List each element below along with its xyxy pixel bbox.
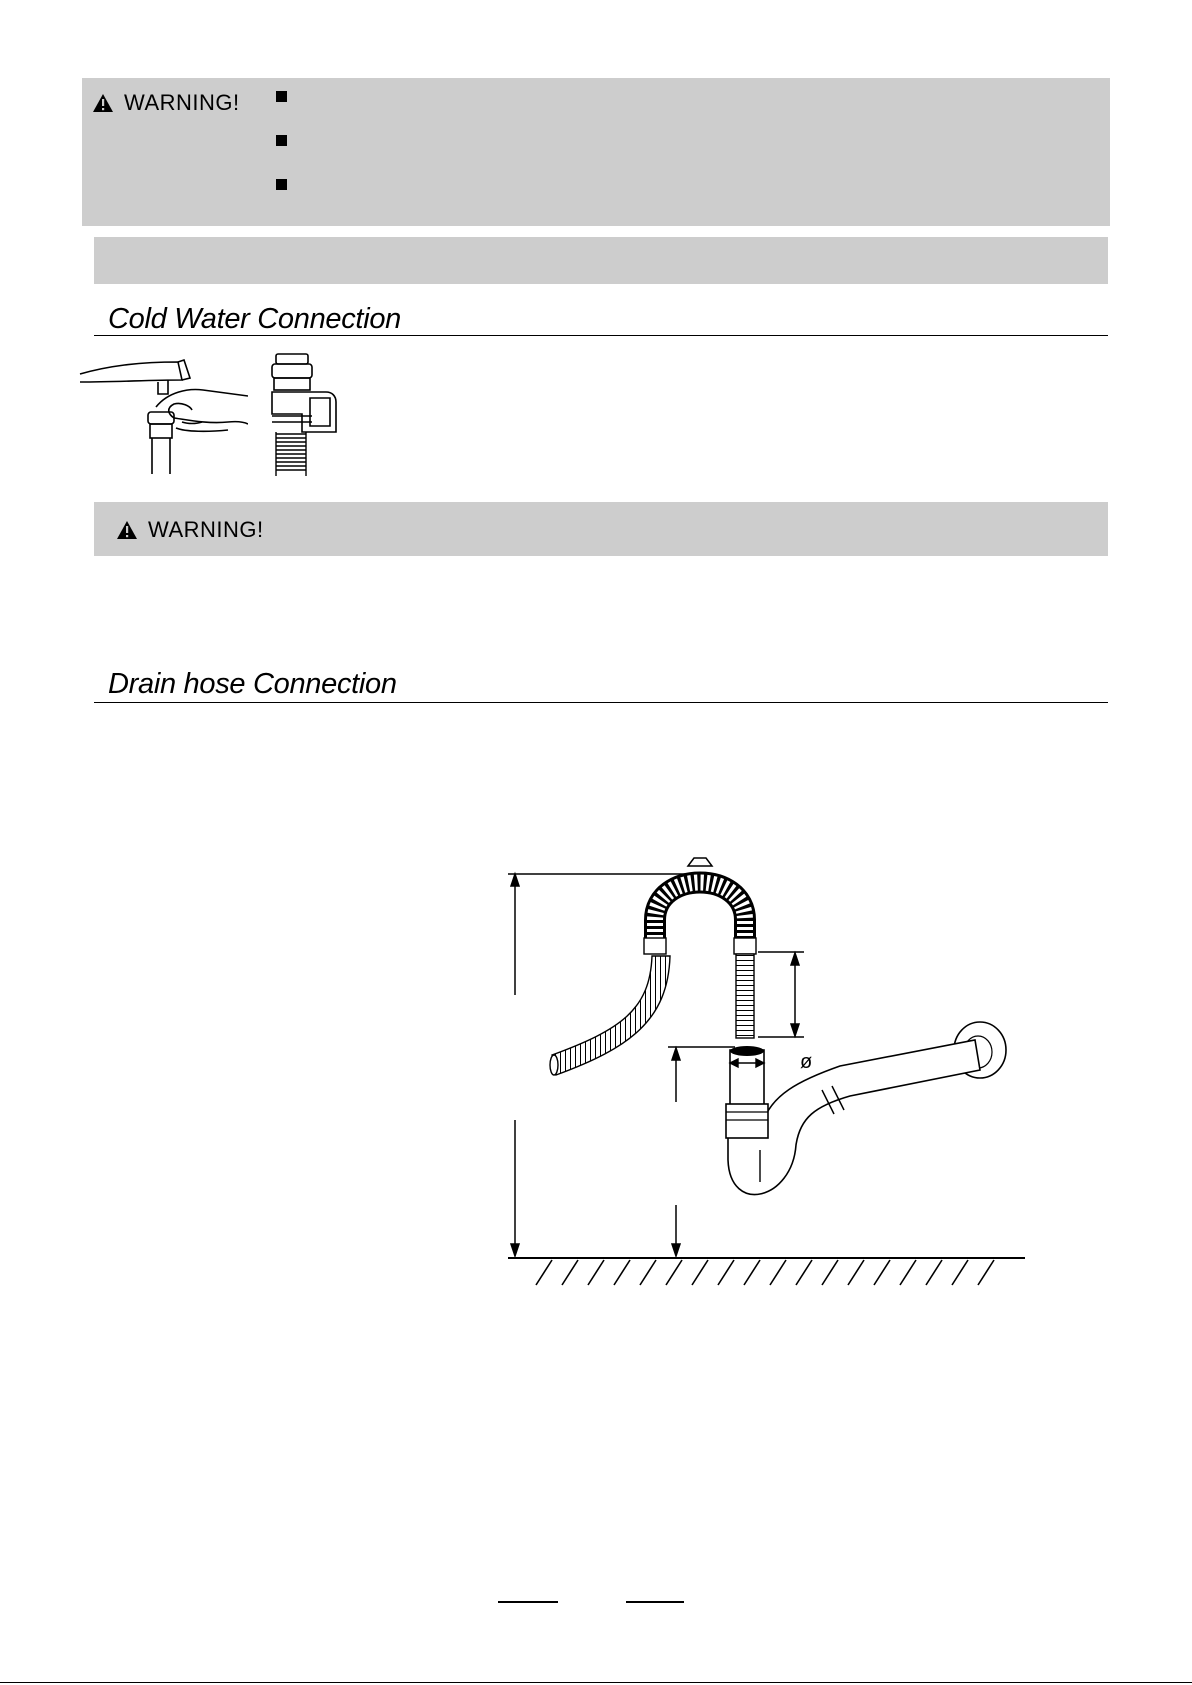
warning-text: WARNING!: [124, 90, 240, 115]
drain-hose-diagram: [500, 855, 1040, 1295]
diameter-symbol: ø: [800, 1051, 813, 1073]
bullet-2: [276, 135, 287, 146]
warning-box-top: [82, 78, 1110, 226]
footer-rule: [0, 1682, 1192, 1683]
warning-triangle-icon: [92, 93, 114, 113]
bullet-1: [276, 91, 287, 102]
info-band: [94, 237, 1108, 284]
tap-hand-icon: [78, 352, 248, 477]
warning-label-mid: [116, 517, 264, 543]
warning-triangle-icon: [116, 520, 138, 540]
warning-box-mid: [94, 502, 1108, 556]
warning-label-top: [92, 90, 240, 116]
blank-line-right: [626, 1601, 684, 1603]
cold-water-heading: Cold Water Connection: [108, 303, 401, 335]
bullet-3: [276, 179, 287, 190]
blank-line-left: [498, 1601, 558, 1603]
drain-hose-heading: Drain hose Connection: [108, 668, 397, 700]
drain-hose-rule: [94, 702, 1108, 703]
warning-text: WARNING!: [148, 517, 264, 542]
cold-water-rule: [94, 335, 1108, 336]
tap-adapter-icon: [262, 352, 352, 477]
